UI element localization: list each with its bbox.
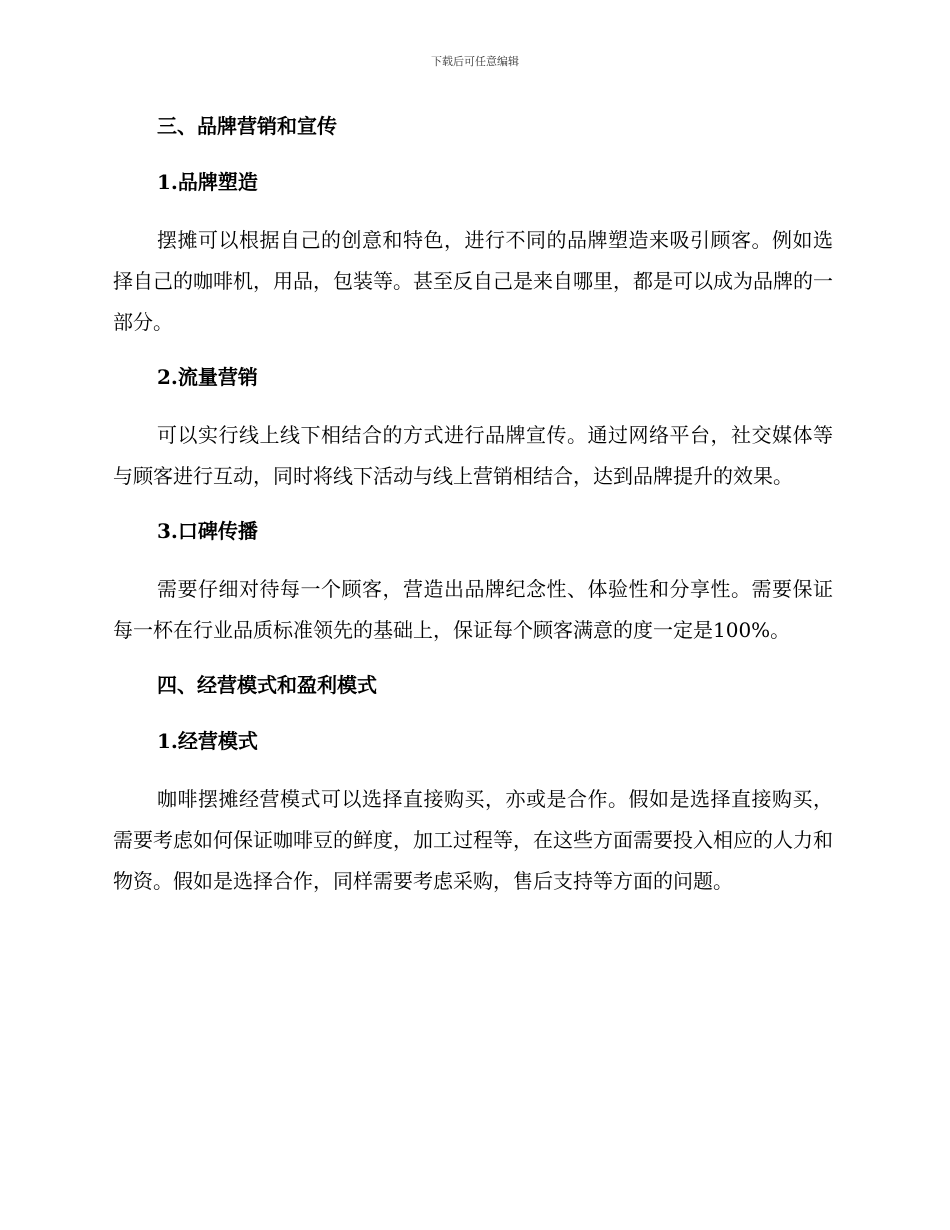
subsection-heading-word-of-mouth: 3.口碑传播 [157, 519, 258, 543]
paragraph-operating-model: 咖啡摆摊经营模式可以选择直接购买，亦或是合作。假如是选择直接购买，需要考虑如何保证咖啡豆的鲜度，加工过程等，在这些方面需要投入相应的人力和物资。假如是选择合作，同样需要考虑采购，售后支持等方面的问题。 [113, 787, 833, 893]
subsection-heading-operating-model: 1.经营模式 [157, 729, 258, 753]
paragraph-brand-building: 摆摊可以根据自己的创意和特色，进行不同的品牌塑造来吸引顾客。例如选择自己的咖啡机，用品，包装等。甚至反自己是来自哪里，都是可以成为品牌的一部分。 [113, 228, 833, 334]
section-heading-brand-marketing: 三、品牌营销和宣传 [157, 114, 337, 138]
paragraph-word-of-mouth: 需要仔细对待每一个顾客，营造出品牌纪念性、体验性和分享性。需要保证每一杯在行业品质标准领先的基础上，保证每个顾客满意的度一定是100%。 [113, 577, 833, 642]
section-heading-business-model: 四、经营模式和盈利模式 [157, 673, 377, 697]
paragraph-traffic-marketing: 可以实行线上线下相结合的方式进行品牌宣传。通过网络平台，社交媒体等与顾客进行互动，同时将线下活动与线上营销相结合，达到品牌提升的效果。 [113, 423, 833, 488]
subsection-heading-brand-building: 1.品牌塑造 [157, 170, 258, 194]
subsection-heading-traffic-marketing: 2.流量营销 [157, 365, 258, 389]
page-header: 下载后可任意编辑 [431, 55, 519, 68]
document-body [113, 108, 833, 902]
